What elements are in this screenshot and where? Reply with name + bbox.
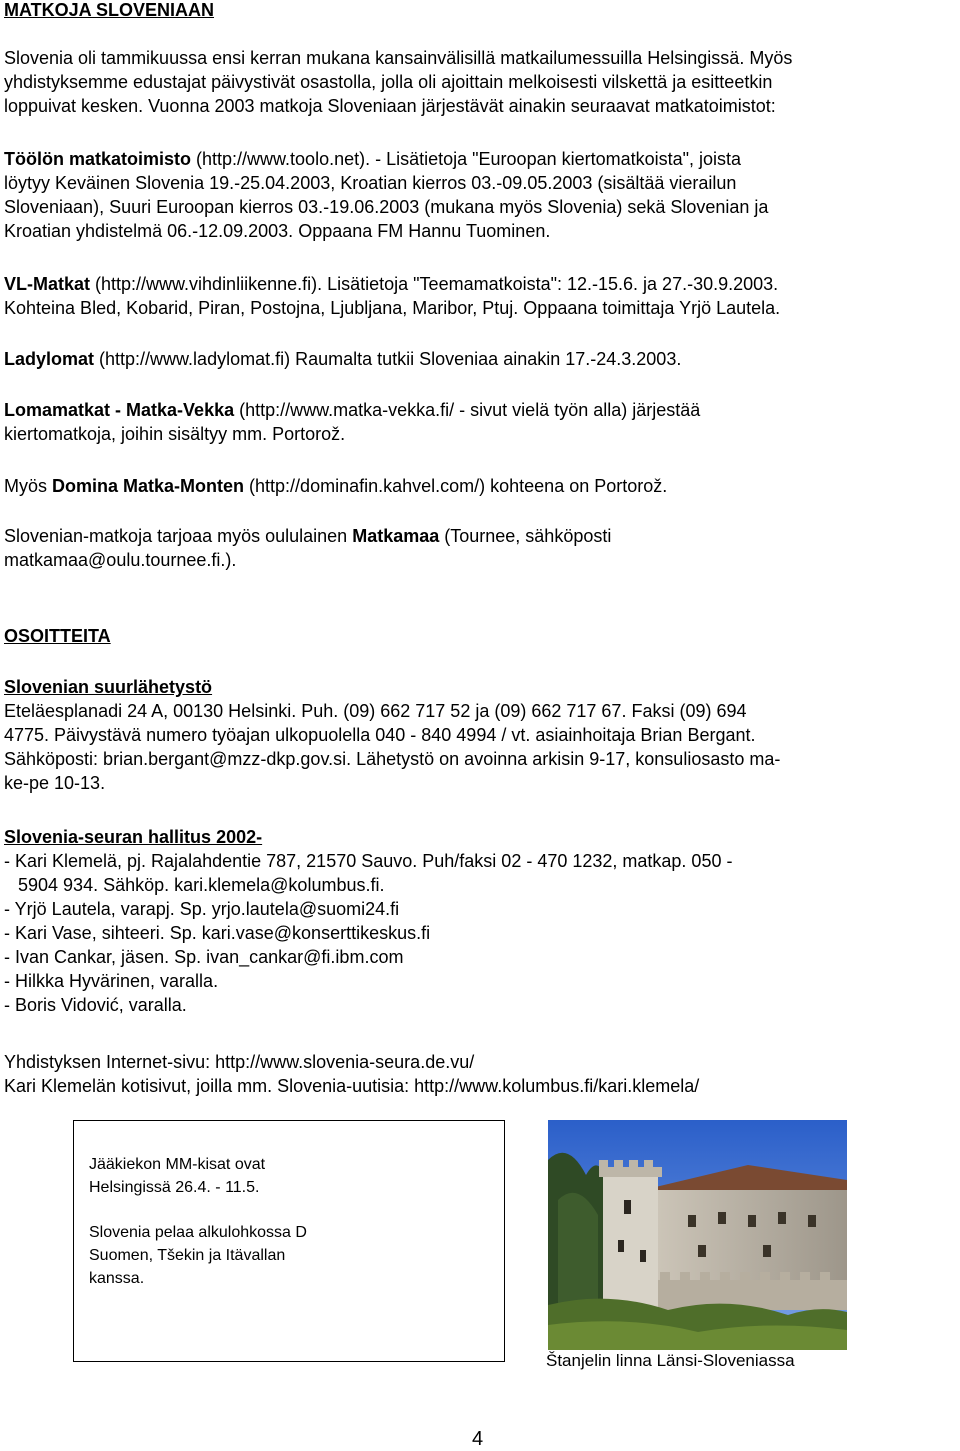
board-member: - Boris Vidović, varalla.: [4, 995, 187, 1015]
embassy-section: [4, 675, 954, 795]
board-member-cont: 5904 934. Sähköp. kari.klemela@kolumbus.fi.: [18, 875, 385, 895]
agency-text: (http://www.vihdinliikenne.fi). Lisätietoja "Teemamatkoista": 12.-15.6. ja 27.-30.9.2003.: [90, 274, 779, 294]
addresses-heading: OSOITTEITA: [4, 626, 111, 646]
agency-text: Sloveniaan), Suuri Euroopan kierros 03.-19.06.2003 (mukana myös Slovenia) sekä Slovenian ja: [4, 197, 769, 217]
agency-text: löytyy Keväinen Slovenia 19.-25.04.2003, Kroatian kierros 03.-09.05.2003 (sisältää vierailun: [4, 173, 737, 193]
board-member: - Hilkka Hyvärinen, varalla.: [4, 971, 219, 991]
agency-name: VL-Matkat: [4, 274, 91, 294]
embassy-line: Eteläesplanadi 24 A, 00130 Helsinki. Puh. (09) 662 717 52 ja (09) 662 717 67. Faksi (09) 694: [4, 701, 747, 721]
castle-photo: [548, 1120, 847, 1350]
board-heading: Slovenia-seuran hallitus 2002-: [4, 827, 263, 847]
agency-ladylomat: [4, 347, 954, 371]
info-line: Helsingissä 26.4. - 11.5.: [89, 1179, 260, 1196]
agency-lomamatkat: [4, 398, 954, 446]
embassy-line: Sähköposti: brian.bergant@mzz-dkp.gov.si. Lähetystö on avoinna arkisin 9-17, konsuliosasto ma-: [4, 749, 781, 769]
agency-name: Ladylomat: [4, 349, 95, 369]
agency-name: Matkamaa: [352, 526, 440, 546]
board-member: - Ivan Cankar, jäsen. Sp. ivan_cankar@fi.ibm.com: [4, 947, 404, 967]
agency-text: (http://www.matka-vekka.fi/ - sivut vielä työn alla) järjestää: [234, 400, 701, 420]
page-number: 4: [472, 1428, 484, 1450]
page-heading: MATKOJA SLOVENIAAN: [4, 0, 215, 20]
board-member: - Kari Vase, sihteeri. Sp. kari.vase@konserttikeskus.fi: [4, 923, 431, 943]
agency-name: Domina Matka-Monten: [52, 476, 245, 496]
agency-text: matkamaa@oulu.tournee.fi.).: [4, 550, 237, 570]
photo-caption: Štanjelin linna Länsi-Sloveniassa: [546, 1351, 795, 1370]
info-line: Suomen, Tšekin ja Itävallan: [89, 1247, 286, 1264]
info-line: kanssa.: [89, 1270, 145, 1287]
agency-domina: Myös Domina Matka-Monten (http://dominafin.kahvel.com/) kohteena on Portorož.: [4, 476, 668, 496]
agency-name: Lomamatkat - Matka-Vekka: [4, 400, 235, 420]
board-member: - Yrjö Lautela, varapj. Sp. yrjo.lautela@suomi24.fi: [4, 899, 400, 919]
intro-paragraph: [4, 46, 954, 118]
info-line: Slovenia pelaa alkulohkossa D: [89, 1224, 307, 1241]
hockey-info-box: [73, 1120, 505, 1362]
agency-toolo: [4, 147, 954, 243]
embassy-line: ke-pe 10-13.: [4, 773, 106, 793]
agency-text: (http://www.ladylomat.fi) Raumalta tutkii Sloveniaa ainakin 17.-24.3.2003.: [94, 349, 682, 369]
agency-name: Töölön matkatoimisto: [4, 149, 192, 169]
board-section: [4, 825, 954, 1017]
castle-illustration: [548, 1120, 847, 1350]
agency-matkamaa: Slovenian-matkoja tarjoaa myös oululainen Matkamaa (Tournee, sähköposti matkamaa@oulu.tournee.fi.).: [4, 524, 954, 572]
web-links: [4, 1050, 954, 1098]
agency-text: Kroatian yhdistelmä 06.-12.09.2003. Oppaana FM Hannu Tuominen.: [4, 221, 551, 241]
klemela-homepage: Kari Klemelän kotisivut, joilla mm. Slovenia-uutisia: http://www.kolumbus.fi/kari.klemela/: [4, 1076, 700, 1096]
info-line: Jääkiekon MM-kisat ovat: [89, 1156, 266, 1173]
association-website: Yhdistyksen Internet-sivu: http://www.slovenia-seura.de.vu/: [4, 1052, 475, 1072]
agency-text: kiertomatkoja, joihin sisältyy mm. Portorož.: [4, 424, 346, 444]
intro-line: Slovenia oli tammikuussa ensi kerran mukana kansainvälisillä matkailumessuilla Helsingissä. Myös: [4, 48, 793, 68]
intro-line: loppuivat kesken. Vuonna 2003 matkoja Sloveniaan järjestävät ainakin seuraavat matkatoimistot:: [4, 96, 776, 116]
intro-line: yhdistyksemme edustajat päivystivät osastolla, jolla oli ajoittain melkoisesti vilskettä ja esitteetkin: [4, 72, 773, 92]
embassy-line: 4775. Päivystävä numero työajan ulkopuolella 040 - 840 4994 / vt. asiainhoitaja Brian Bergant.: [4, 725, 756, 745]
agency-vl: [4, 272, 954, 320]
agency-text: (http://www.toolo.net). - Lisätietoja "Euroopan kiertomatkoista", joista: [191, 149, 742, 169]
agency-text: Kohteina Bled, Kobarid, Piran, Postojna, Ljubljana, Maribor, Ptuj. Oppaana toimittaja Yrjö Lautela.: [4, 298, 781, 318]
board-member: - Kari Klemelä, pj. Rajalahdentie 787, 21570 Sauvo. Puh/faksi 02 - 470 1232, matkap. 050 -: [4, 851, 733, 871]
embassy-heading: Slovenian suurlähetystö: [4, 677, 213, 697]
